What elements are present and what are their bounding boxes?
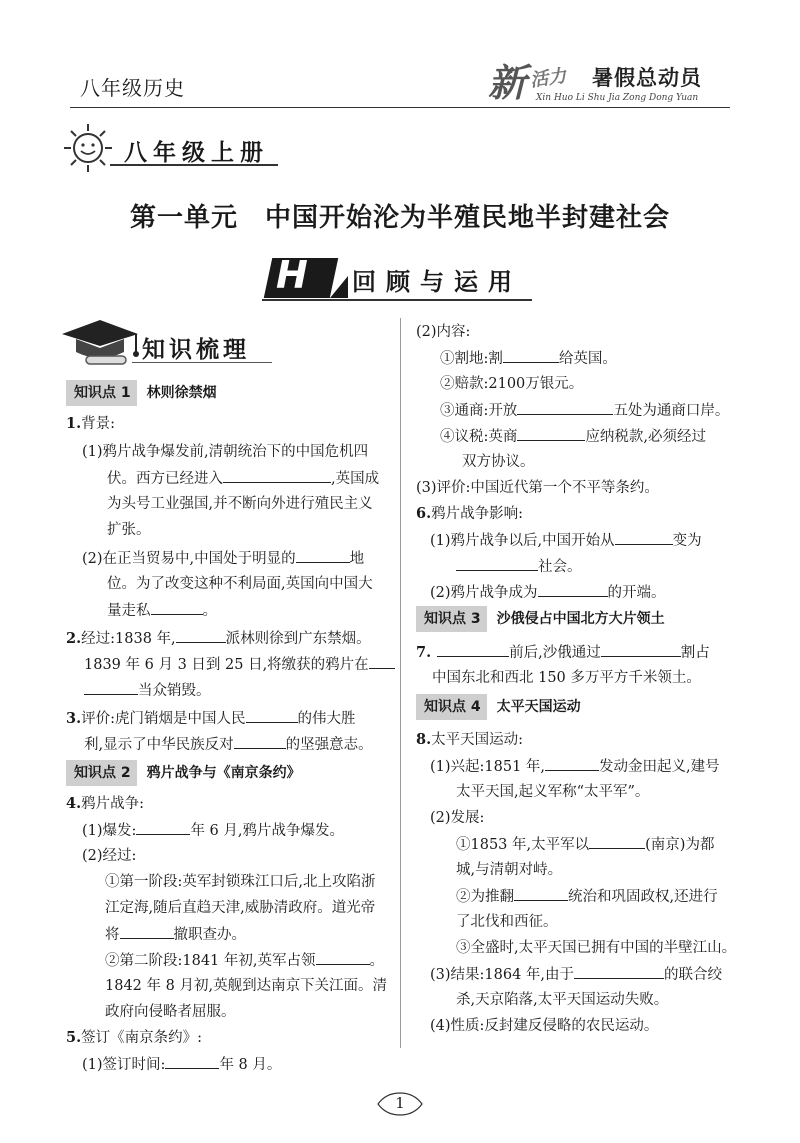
text-line: 杀,天京陷落,太平天国运动失败。 xyxy=(456,992,669,1008)
fill-blank xyxy=(517,426,585,441)
review-title: 回顾与运用 xyxy=(352,268,522,296)
text-line: 城,与清朝对峙。 xyxy=(456,862,563,878)
text-line xyxy=(440,426,706,447)
fill-blank xyxy=(517,400,613,415)
text-line: (4)性质:反封建反侵略的农民运动。 xyxy=(430,1018,659,1034)
graduation-cap-icon xyxy=(58,312,140,370)
text-span: (1)鸦片战争以后,中国开始从 xyxy=(430,533,615,549)
text-span: 量走私 xyxy=(107,603,151,619)
text-line: (1)鸦片战争爆发前,清朝统治下的中国危机四 xyxy=(82,444,369,460)
text-line: 江定海,随后直趋天津,威胁清政府。道光帝 xyxy=(105,900,376,916)
text-line xyxy=(84,654,395,675)
unit-title: 第一单元 中国开始沦为半殖民地半封建社会 xyxy=(129,203,670,233)
knowledge-point-4-header xyxy=(416,694,581,720)
knowledge-point-1-header xyxy=(66,380,217,406)
text-line xyxy=(84,680,211,701)
page-number: 1 xyxy=(395,1094,405,1112)
text-span: 经过:1838 年, xyxy=(81,631,176,647)
text-line xyxy=(430,582,666,603)
column-divider xyxy=(400,318,401,1048)
item-number: 6. xyxy=(416,505,432,522)
item-number: 2. xyxy=(66,630,82,647)
header-rule xyxy=(70,107,730,108)
fill-blank xyxy=(437,642,509,657)
text-span: 当众销毁。 xyxy=(138,683,211,699)
text-line xyxy=(66,414,115,434)
item-number: 3. xyxy=(66,710,82,727)
text-span: 割占 xyxy=(680,645,710,661)
fill-blank xyxy=(369,654,395,669)
fill-blank xyxy=(223,468,331,483)
fill-blank xyxy=(296,548,350,563)
section-rule xyxy=(132,362,272,363)
fill-blank xyxy=(545,756,599,771)
text-span: 。 xyxy=(202,603,217,619)
text-span: 五处为通商口岸。 xyxy=(613,403,730,419)
text-span: (3)结果:1864 年,由于 xyxy=(430,967,575,983)
text-span: 太平天国运动: xyxy=(431,732,524,748)
item-number: 7. xyxy=(416,644,432,661)
text-span: 撤职查办。 xyxy=(173,927,246,943)
text-span: 年 8 月。 xyxy=(219,1057,282,1073)
text-span: ②第二阶段:1841 年初,英军占领 xyxy=(105,953,316,969)
text-span: 变为 xyxy=(672,533,702,549)
text-line: (2)经过: xyxy=(82,848,137,864)
review-h-letter: H xyxy=(276,253,308,297)
text-line: 双方协议。 xyxy=(462,454,535,470)
text-line xyxy=(440,400,729,421)
text-line xyxy=(456,886,718,907)
text-span: 发动金田起义,建号 xyxy=(599,759,720,775)
knowledge-point-tag: 知识点 2 xyxy=(66,760,137,786)
text-line: (3)评价:中国近代第一个不平等条约。 xyxy=(416,480,659,496)
text-line xyxy=(456,834,714,855)
fill-blank xyxy=(84,680,138,695)
text-line xyxy=(456,556,582,577)
text-line: 太平天国,起义军称“太平军”。 xyxy=(456,784,650,800)
text-span: 的开端。 xyxy=(607,585,666,601)
fill-blank xyxy=(601,642,681,657)
text-line: ①第一阶段:英军封锁珠江口后,北上攻陷浙 xyxy=(105,874,376,890)
text-line xyxy=(430,964,722,985)
text-span: ③通商:开放 xyxy=(440,403,518,419)
text-span: (1)兴起:1851 年, xyxy=(430,759,546,775)
fill-blank xyxy=(456,556,538,571)
text-span: (1)爆发: xyxy=(82,823,137,839)
grade-label: 八年级历史 xyxy=(80,76,185,100)
text-line xyxy=(107,468,379,489)
knowledge-point-tag: 知识点 3 xyxy=(416,606,487,632)
fill-blank xyxy=(538,582,608,597)
knowledge-point-3-header xyxy=(416,606,665,632)
text-span: (2)在正当贸易中,中国处于明显的 xyxy=(82,551,296,567)
fill-blank xyxy=(136,820,190,835)
text-line xyxy=(82,820,344,841)
fill-blank xyxy=(574,964,664,979)
text-line: 位。为了改变这种不利局面,英国向中国大 xyxy=(107,576,373,592)
text-span: 前后,沙俄通过 xyxy=(509,645,601,661)
text-line xyxy=(66,628,371,649)
fill-blank xyxy=(503,348,559,363)
text-span: 。 xyxy=(369,953,385,969)
fill-blank xyxy=(514,886,568,901)
text-span: 1839 年 6 月 3 日到 25 日,将缴获的鸦片在 xyxy=(84,657,369,673)
text-line xyxy=(105,950,384,971)
review-triangle xyxy=(330,276,348,298)
text-span: 鸦片战争影响: xyxy=(431,506,524,522)
text-line xyxy=(82,548,364,569)
text-line xyxy=(416,504,523,524)
text-line: 扩张。 xyxy=(107,522,151,538)
fill-blank xyxy=(234,734,286,749)
text-line xyxy=(440,348,617,369)
text-line xyxy=(66,794,144,814)
knowledge-point-title: 林则徐禁烟 xyxy=(146,385,217,401)
text-span: ④议税:英商 xyxy=(440,429,518,445)
brand-title: 暑假总动员 xyxy=(592,66,702,90)
volume-title: 八年级上册 xyxy=(124,140,269,166)
text-span: 地 xyxy=(349,551,365,567)
knowledge-point-title: 鸦片战争与《南京条约》 xyxy=(146,765,301,781)
text-span: 的联合绞 xyxy=(664,967,723,983)
text-line: 1842 年 8 月初,英舰到达南京下关江面。清 xyxy=(105,978,388,994)
text-line xyxy=(416,730,523,750)
text-span: ①割地:割 xyxy=(440,351,503,367)
text-span: 给英国。 xyxy=(558,351,617,367)
brand-logo-vital: 活力 xyxy=(528,65,568,92)
review-rule xyxy=(262,299,532,301)
fill-blank xyxy=(615,530,673,545)
text-span: ①1853 年,太平军以 xyxy=(456,837,590,853)
item-number: 5. xyxy=(66,1029,82,1046)
text-line: 中国东北和西北 150 多万平方千米领土。 xyxy=(432,670,701,686)
text-line xyxy=(82,1054,281,1075)
text-line: ③全盛时,太平天国已拥有中国的半壁江山。 xyxy=(456,940,737,956)
text-line: 政府向侵略者屈服。 xyxy=(105,1004,236,1020)
knowledge-point-tag: 知识点 1 xyxy=(66,380,137,406)
text-line xyxy=(84,734,373,755)
text-span: (2)鸦片战争成为 xyxy=(430,585,538,601)
brand-pinyin: Xin Huo Li Shu Jia Zong Dong Yuan xyxy=(536,93,699,103)
knowledge-point-title: 沙俄侵占中国北方大片领土 xyxy=(496,611,665,627)
text-span: 派林则徐到广东禁烟。 xyxy=(225,631,371,647)
text-span: 的坚强意志。 xyxy=(285,737,373,753)
fill-blank xyxy=(176,628,226,643)
text-line xyxy=(66,708,356,729)
text-line: (2)内容: xyxy=(416,324,471,340)
text-line xyxy=(430,530,702,551)
knowledge-point-title: 太平天国运动 xyxy=(496,699,581,715)
text-line xyxy=(430,756,720,777)
smiling-sun-icon xyxy=(62,122,114,174)
text-span: 利,显示了中华民族反对 xyxy=(84,737,234,753)
fill-blank xyxy=(246,708,298,723)
text-span: 鸦片战争: xyxy=(81,796,145,812)
text-line xyxy=(107,600,217,621)
fill-blank xyxy=(316,950,370,965)
text-line: 为头号工业强国,并不断向外进行殖民主义 xyxy=(107,496,373,512)
text-span: 伏。西方已经进入 xyxy=(107,471,223,487)
knowledge-point-2-header xyxy=(66,760,301,786)
text-span: ,英国成 xyxy=(331,471,380,487)
item-number: 8. xyxy=(416,731,432,748)
fill-blank xyxy=(165,1054,219,1069)
item-number: 1. xyxy=(66,415,82,432)
text-line xyxy=(66,1028,202,1048)
text-span: 签订《南京条约》: xyxy=(81,1030,203,1046)
text-span: 的伟大胜 xyxy=(297,711,356,727)
text-span: 评价:虎门销烟是中国人民 xyxy=(81,711,246,727)
fill-blank xyxy=(589,834,645,849)
text-span: 统治和巩固政权,还进行 xyxy=(568,889,718,905)
text-line: (2)发展: xyxy=(430,810,485,826)
text-span: (1)签订时间: xyxy=(82,1057,166,1073)
text-span: 将 xyxy=(105,927,120,943)
text-span: (南京)为都 xyxy=(645,837,715,853)
text-span: 年 6 月,鸦片战争爆发。 xyxy=(190,823,344,839)
text-line xyxy=(105,924,246,945)
text-line: ②赔款:2100万银元。 xyxy=(440,376,584,392)
brand-logo-new: 新 xyxy=(488,60,527,105)
fill-blank xyxy=(120,924,174,939)
text-span: 应纳税款,必须经过 xyxy=(585,429,706,445)
section-heading: 知识梳理 xyxy=(142,337,250,363)
fill-blank xyxy=(151,600,203,615)
text-line: 了北伐和西征。 xyxy=(456,914,558,930)
text-line xyxy=(416,642,710,663)
text-span: 背景: xyxy=(81,416,116,432)
knowledge-point-tag: 知识点 4 xyxy=(416,694,487,720)
item-number: 4. xyxy=(66,795,82,812)
text-span: ②为推翻 xyxy=(456,889,514,905)
text-span: 社会。 xyxy=(538,559,582,575)
